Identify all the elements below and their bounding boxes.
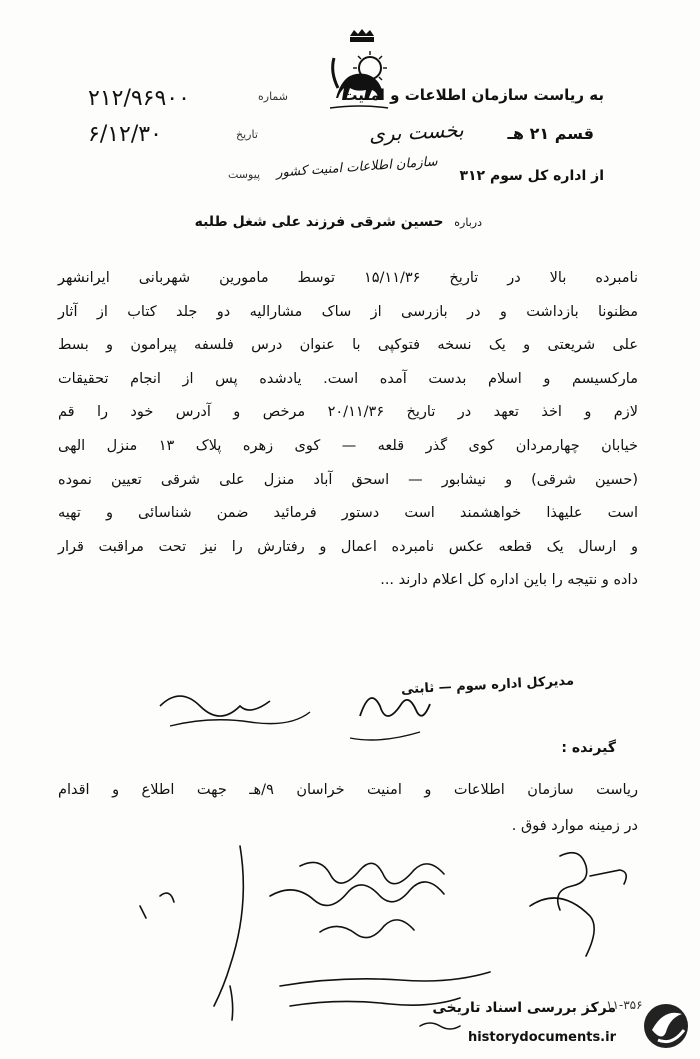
addressee: به ریاست سازمان اطلاعات و امنیت [342,86,604,104]
body-line: علی شریعتی و یک نسخه فتوکپی با عنوان درس فلسفه پیرامون و بسط [58,337,638,354]
body-line: نامبرده بالا در تاریخ ۱۵/۱۱/۳۶ توسط مامورین شهربانی ایرانشهر [58,270,638,286]
archive-url: historydocuments.ir [467,1030,616,1045]
subject-text: حسین شرقی فرزند علی شغل طلبه [194,214,444,230]
number-label: شماره [258,90,289,103]
body-line: داده و نتیجه را باین اداره کل اعلام دارند ... [380,572,638,589]
sender-department: از اداره کل سوم ۳۱۲ [459,168,604,184]
body-line: خیابان چهارمردان کوی گذر قلعه — کوی زهره پلاک ۱۳ منزل الهی [58,437,638,454]
body-line: مظنونا بازداشت و در بازرسی از ساک مشارالیه دو جلد کتاب از آثار [58,303,638,320]
classification-stamp: بخست بری [368,117,465,147]
body-line: (حسین شرقی) و نیشابور — اسحق آباد منزل علی شرقی تعیین نموده [58,471,638,488]
signature-title: مدیرکل اداره سوم — ثابتی [400,673,575,698]
body-line: مارکسیسم و اسلام بدست آمده است. یادشده پس از انجام تحقیقات [58,370,638,387]
reference-code: قسم ۲۱ هـ [507,124,594,143]
document-date: ۶/۱۲/۳۰ [88,122,162,147]
recipient-line: در زمینه موارد فوق . [511,818,638,834]
archive-name: مرکز بررسی اسناد تاریخی [432,1000,616,1016]
body-line: لازم و اخذ تعهد در تاریخ ۲۰/۱۱/۳۶ مرخص و آدرس خود را قم [58,404,638,421]
body-line: است علیهذا خواهشمند است دستور فرمائید ضمن شناسائی و تهیه [58,505,638,522]
document-code: ۱۱-۳۵۶ [606,998,643,1012]
document-number: ۲۱۲/۹۶۹۰۰ [88,86,190,111]
recipients-label: گیرنده : [561,740,616,756]
attachment-label: پیوست [228,168,261,181]
subject-label: درباره [454,216,482,229]
letter-body [58,262,638,598]
recipient-line: ریاست سازمان اطلاعات و امنیت خراسان ۹/هـ جهت اطلاع و اقدام [58,782,638,798]
body-line: و ارسال یک قطعه عکس نامبرده اعمال و رفتارش را نیز تحت مراقبت قرار [58,538,638,555]
date-label: تاریخ [236,128,258,141]
handwritten-signature [150,676,450,756]
organization-stamp: سازمان اطلاعات امنیت کشور [276,154,439,181]
subject-line [195,214,482,230]
